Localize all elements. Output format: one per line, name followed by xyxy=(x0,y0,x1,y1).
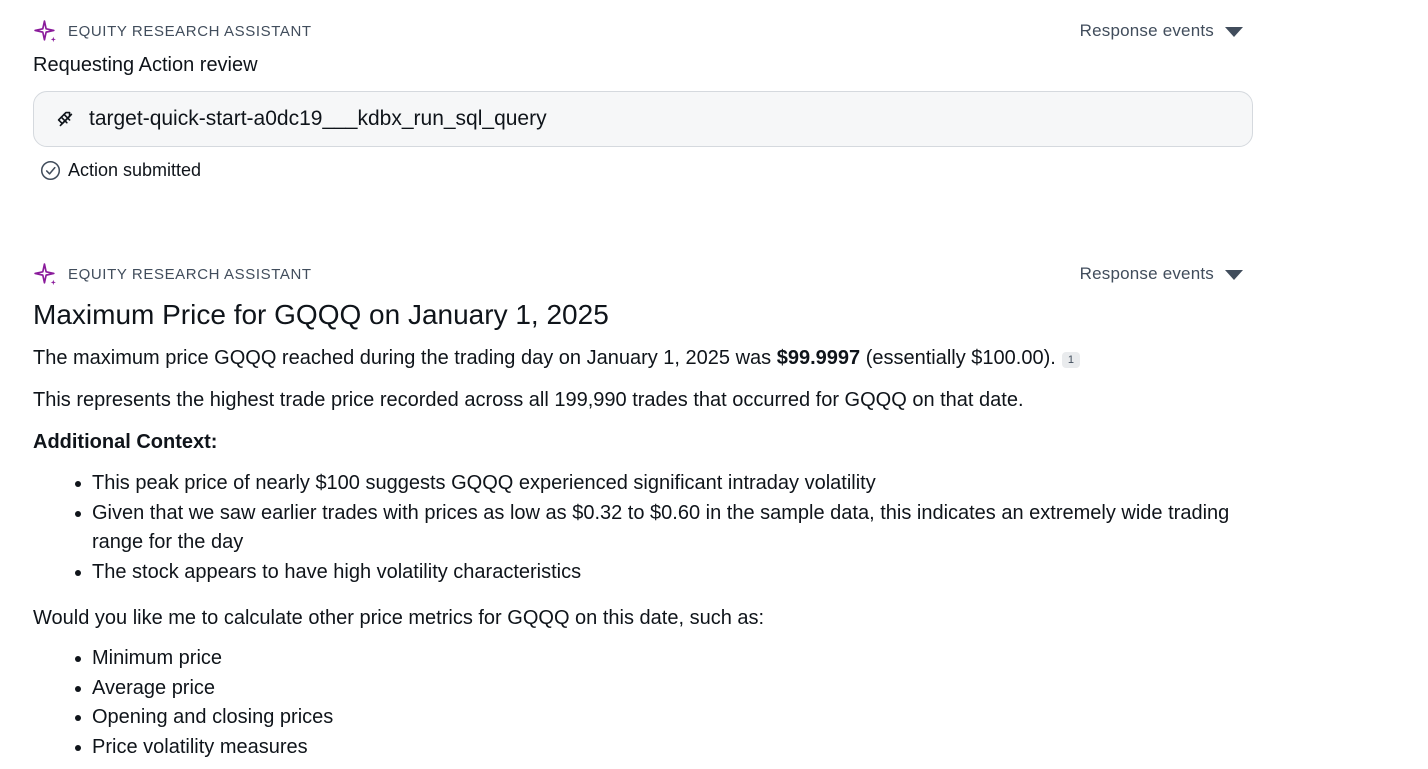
list-item: This peak price of nearly $100 suggests GQQQ experienced significant intraday volatility xyxy=(92,469,1253,499)
assistant-label xyxy=(33,19,312,44)
list-item: The stock appears to have high volatility characteristics xyxy=(92,558,1253,588)
assistant-name: EQUITY RESEARCH ASSISTANT xyxy=(68,22,312,40)
answer-paragraph-max-price xyxy=(33,343,1253,373)
assistant-name: EQUITY RESEARCH ASSISTANT xyxy=(68,265,312,283)
action-name: target-quick-start-a0dc19___kdbx_run_sql_query xyxy=(89,107,547,130)
action-status-label: Action submitted xyxy=(68,160,202,180)
sparkle-icon xyxy=(33,262,58,287)
check-circle-icon xyxy=(40,160,61,181)
list-item: Minimum price xyxy=(92,644,1253,674)
tool-icon xyxy=(54,108,76,130)
additional-context-heading: Additional Context: xyxy=(33,431,218,453)
caret-down-icon xyxy=(1225,27,1243,37)
max-price-value: $99.9997 xyxy=(776,347,861,369)
response-events-label: Response events xyxy=(1079,264,1214,283)
context-list xyxy=(33,469,1253,587)
message-header xyxy=(33,259,1253,289)
action-card[interactable] xyxy=(33,91,1253,147)
action-status xyxy=(40,160,1253,181)
answer-message xyxy=(33,259,1253,762)
list-item: Price volatility measures xyxy=(92,733,1253,763)
text-segment: The maximum price GQQQ reached during the trading day on January 1, 2025 was xyxy=(33,347,777,369)
text-segment: (essentially $100.00). xyxy=(860,347,1056,369)
answer-paragraph-trades: This represents the highest trade price recorded across all 199,990 trades that occurred for GQQQ on that date. xyxy=(33,389,1024,411)
response-events-label: Response events xyxy=(1079,21,1214,40)
citation-badge[interactable]: 1 xyxy=(1062,352,1080,368)
action-review-message xyxy=(33,16,1253,181)
list-item: Opening and closing prices xyxy=(92,703,1253,733)
follow-up-question: Would you like me to calculate other price metrics for GQQQ on this date, such as: xyxy=(33,607,765,629)
assistant-label xyxy=(33,262,312,287)
caret-down-icon xyxy=(1225,270,1243,280)
metrics-list xyxy=(33,644,1253,762)
action-review-subtitle: Requesting Action review xyxy=(33,54,258,76)
response-events-toggle[interactable] xyxy=(1080,264,1243,284)
message-header xyxy=(33,16,1253,46)
answer-title: Maximum Price for GQQQ on January 1, 2025 xyxy=(33,299,609,330)
response-events-toggle[interactable] xyxy=(1080,21,1243,41)
list-item: Given that we saw earlier trades with prices as low as $0.32 to $0.60 in the sample data, this indicates an extremely wide trading range for the day xyxy=(92,499,1253,558)
sparkle-icon xyxy=(33,19,58,44)
list-item: Average price xyxy=(92,674,1253,704)
